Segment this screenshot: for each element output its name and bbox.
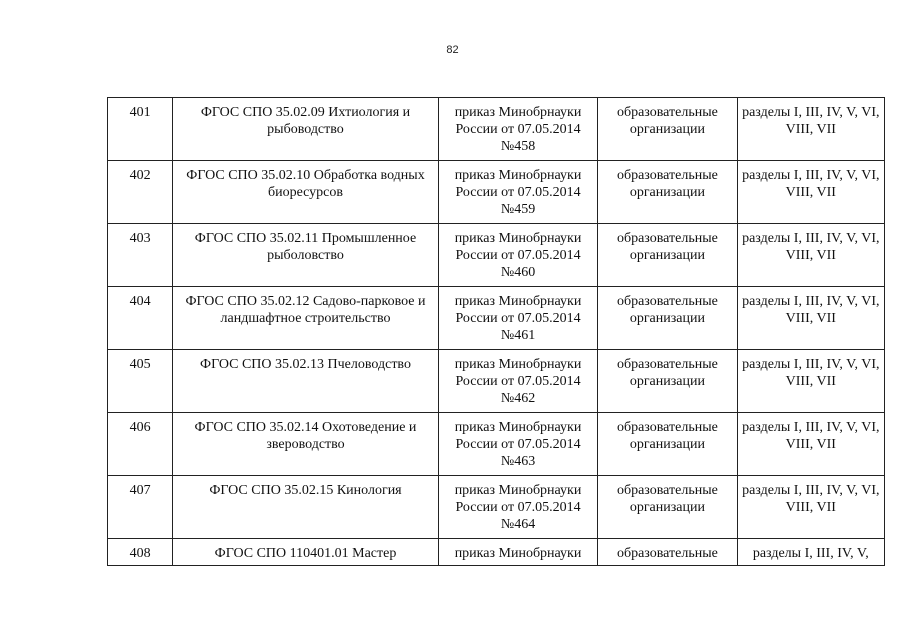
organization-cell: образовательные	[598, 539, 737, 566]
sections-cell: разделы I, III, IV, V,	[737, 539, 884, 566]
standard-name-cell: ФГОС СПО 110401.01 Мастер	[173, 539, 439, 566]
sections-cell: разделы I, III, IV, V, VI, VIII, VII	[737, 413, 884, 476]
order-cell: приказ Минобрнауки России от 07.05.2014 №459	[438, 161, 597, 224]
sections-cell: разделы I, III, IV, V, VI, VIII, VII	[737, 287, 884, 350]
sections-cell: разделы I, III, IV, V, VI, VIII, VII	[737, 98, 884, 161]
standard-name-cell: ФГОС СПО 35.02.12 Садово-парковое и ландшафтное строительство	[173, 287, 439, 350]
order-cell: приказ Минобрнауки России от 07.05.2014 №462	[438, 350, 597, 413]
standard-name-cell: ФГОС СПО 35.02.14 Охотоведение и звероводство	[173, 413, 439, 476]
row-number-cell: 406	[108, 413, 173, 476]
row-number-cell: 405	[108, 350, 173, 413]
organization-cell: образовательные организации	[598, 476, 737, 539]
row-number-cell: 404	[108, 287, 173, 350]
table-row	[108, 350, 885, 413]
standard-name-cell: ФГОС СПО 35.02.10 Обработка водных биоресурсов	[173, 161, 439, 224]
standard-name-cell: ФГОС СПО 35.02.13 Пчеловодство	[173, 350, 439, 413]
organization-cell: образовательные организации	[598, 161, 737, 224]
standards-table	[107, 97, 885, 566]
table-row	[108, 539, 885, 566]
organization-cell: образовательные организации	[598, 287, 737, 350]
order-cell: приказ Минобрнауки России от 07.05.2014 №461	[438, 287, 597, 350]
table-row	[108, 98, 885, 161]
table-row	[108, 287, 885, 350]
organization-cell: образовательные организации	[598, 413, 737, 476]
organization-cell: образовательные организации	[598, 98, 737, 161]
row-number-cell: 408	[108, 539, 173, 566]
row-number-cell: 403	[108, 224, 173, 287]
table-row	[108, 224, 885, 287]
sections-cell: разделы I, III, IV, V, VI, VIII, VII	[737, 224, 884, 287]
table-row	[108, 413, 885, 476]
order-cell: приказ Минобрнауки России от 07.05.2014 №464	[438, 476, 597, 539]
order-cell: приказ Минобрнауки России от 07.05.2014 №460	[438, 224, 597, 287]
table-row	[108, 476, 885, 539]
row-number-cell: 402	[108, 161, 173, 224]
sections-cell: разделы I, III, IV, V, VI, VIII, VII	[737, 161, 884, 224]
organization-cell: образовательные организации	[598, 350, 737, 413]
page-number: 82	[446, 44, 459, 56]
row-number-cell: 407	[108, 476, 173, 539]
table-row	[108, 161, 885, 224]
order-cell: приказ Минобрнауки России от 07.05.2014 №463	[438, 413, 597, 476]
standard-name-cell: ФГОС СПО 35.02.11 Промышленное рыболовство	[173, 224, 439, 287]
standard-name-cell: ФГОС СПО 35.02.15 Кинология	[173, 476, 439, 539]
order-cell: приказ Минобрнауки	[438, 539, 597, 566]
sections-cell: разделы I, III, IV, V, VI, VIII, VII	[737, 350, 884, 413]
organization-cell: образовательные организации	[598, 224, 737, 287]
order-cell: приказ Минобрнауки России от 07.05.2014 №458	[438, 98, 597, 161]
standard-name-cell: ФГОС СПО 35.02.09 Ихтиология и рыбоводство	[173, 98, 439, 161]
sections-cell: разделы I, III, IV, V, VI, VIII, VII	[737, 476, 884, 539]
row-number-cell: 401	[108, 98, 173, 161]
